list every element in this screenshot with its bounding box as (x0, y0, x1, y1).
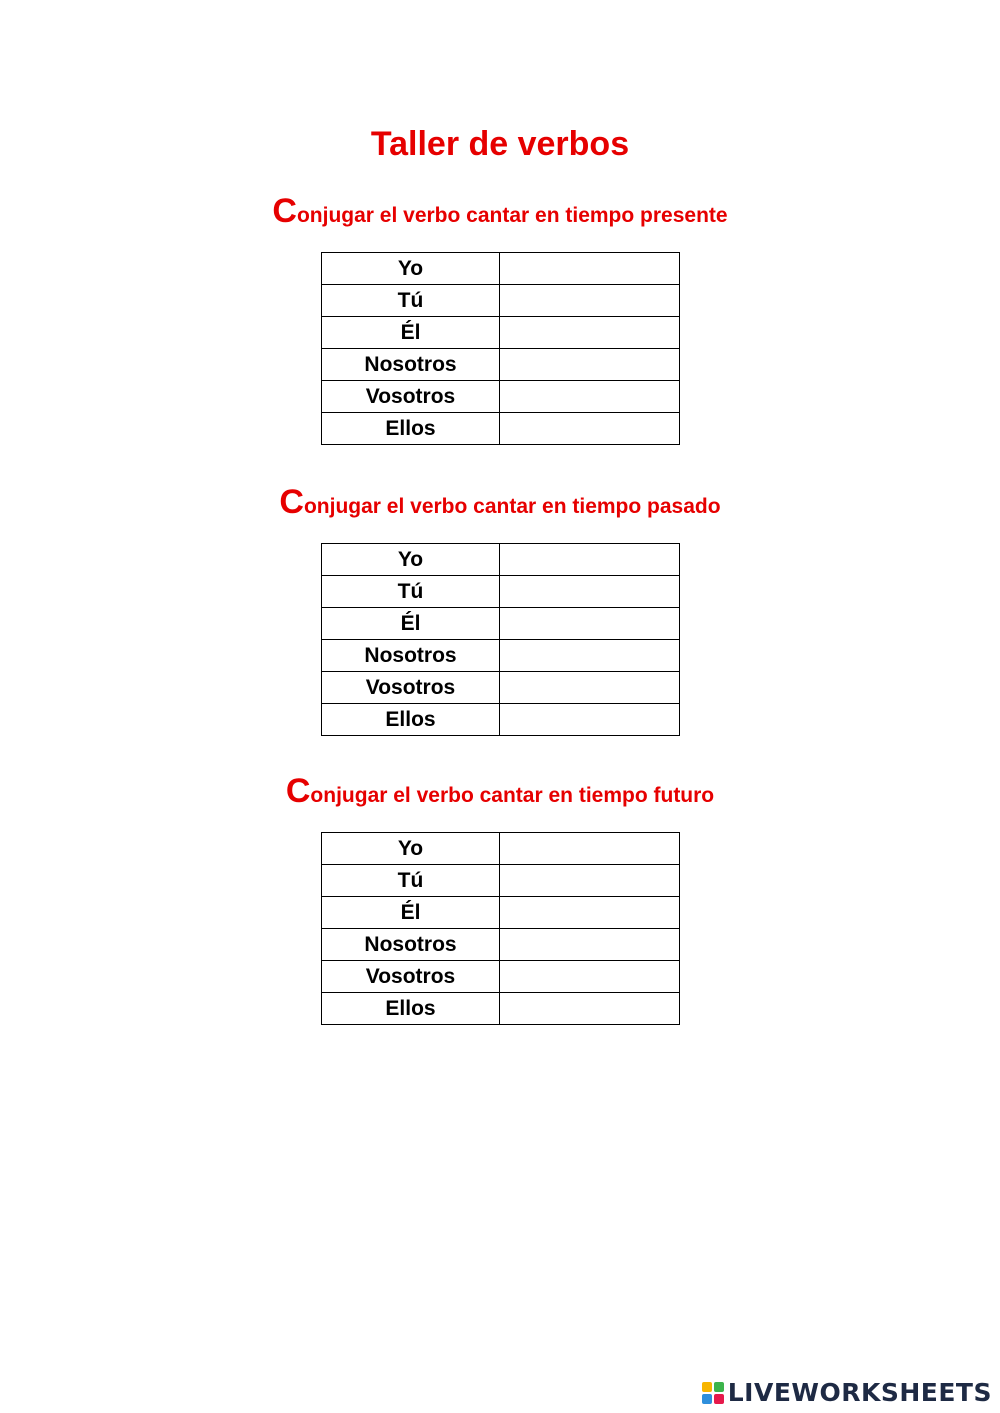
heading-text: onjugar el verbo cantar en tiempo futuro (310, 784, 715, 807)
conjugation-table-presente (321, 252, 680, 445)
pronoun-cell: Vosotros (322, 381, 500, 413)
answer-cell[interactable] (500, 253, 680, 285)
table-row (322, 929, 680, 961)
answer-cell[interactable] (500, 381, 680, 413)
pronoun-cell: Nosotros (322, 929, 500, 961)
answer-cell[interactable] (500, 576, 680, 608)
logo-block (702, 1394, 712, 1404)
table-row (322, 349, 680, 381)
heading-initial: C (272, 192, 297, 230)
table-row (322, 285, 680, 317)
table-row (322, 413, 680, 445)
logo-block (714, 1394, 724, 1404)
pronoun-cell: Ellos (322, 704, 500, 736)
pronoun-cell: Yo (322, 833, 500, 865)
table-row (322, 993, 680, 1025)
table-row (322, 704, 680, 736)
logo-block (714, 1382, 724, 1392)
answer-cell[interactable] (500, 608, 680, 640)
table-row (322, 381, 680, 413)
answer-cell[interactable] (500, 640, 680, 672)
heading-text: onjugar el verbo cantar en tiempo pasado (303, 495, 721, 518)
pronoun-cell: Vosotros (322, 672, 500, 704)
heading-initial: C (279, 483, 304, 521)
conjugation-table-futuro (321, 832, 680, 1025)
section-heading-presente (0, 193, 1000, 234)
answer-cell[interactable] (500, 897, 680, 929)
liveworksheets-logo[interactable] (702, 1378, 992, 1407)
answer-cell[interactable] (500, 833, 680, 865)
liveworksheets-blocks-icon (702, 1382, 724, 1404)
pronoun-cell: Él (322, 897, 500, 929)
pronoun-cell: Ellos (322, 993, 500, 1025)
pronoun-cell: Ellos (322, 413, 500, 445)
page-title: Taller de verbos (370, 125, 630, 163)
pronoun-cell: Tú (322, 576, 500, 608)
table-row (322, 576, 680, 608)
pronoun-cell: Él (322, 608, 500, 640)
table-row (322, 897, 680, 929)
conjugation-table-pasado (321, 543, 680, 736)
section-heading-pasado (0, 484, 1000, 525)
heading-text: onjugar el verbo cantar en tiempo presente (296, 204, 728, 227)
answer-cell[interactable] (500, 929, 680, 961)
table-row (322, 833, 680, 865)
pronoun-cell: Él (322, 317, 500, 349)
answer-cell[interactable] (500, 865, 680, 897)
answer-cell[interactable] (500, 544, 680, 576)
answer-cell[interactable] (500, 672, 680, 704)
answer-cell[interactable] (500, 704, 680, 736)
answer-cell[interactable] (500, 413, 680, 445)
table-row (322, 608, 680, 640)
pronoun-cell: Yo (322, 544, 500, 576)
table-row (322, 961, 680, 993)
logo-text: LIVEWORKSHEETS (727, 1378, 992, 1407)
pronoun-cell: Nosotros (322, 349, 500, 381)
pronoun-cell: Vosotros (322, 961, 500, 993)
heading-initial: C (285, 772, 311, 810)
answer-cell[interactable] (500, 993, 680, 1025)
table-row (322, 544, 680, 576)
table-row (322, 253, 680, 285)
pronoun-cell: Nosotros (322, 640, 500, 672)
pronoun-cell: Tú (322, 865, 500, 897)
table-row (322, 640, 680, 672)
section-heading-futuro (0, 773, 1000, 814)
answer-cell[interactable] (500, 285, 680, 317)
answer-cell[interactable] (500, 349, 680, 381)
logo-block (702, 1382, 712, 1392)
answer-cell[interactable] (500, 317, 680, 349)
table-row (322, 865, 680, 897)
table-row (322, 672, 680, 704)
pronoun-cell: Tú (322, 285, 500, 317)
pronoun-cell: Yo (322, 253, 500, 285)
table-row (322, 317, 680, 349)
answer-cell[interactable] (500, 961, 680, 993)
